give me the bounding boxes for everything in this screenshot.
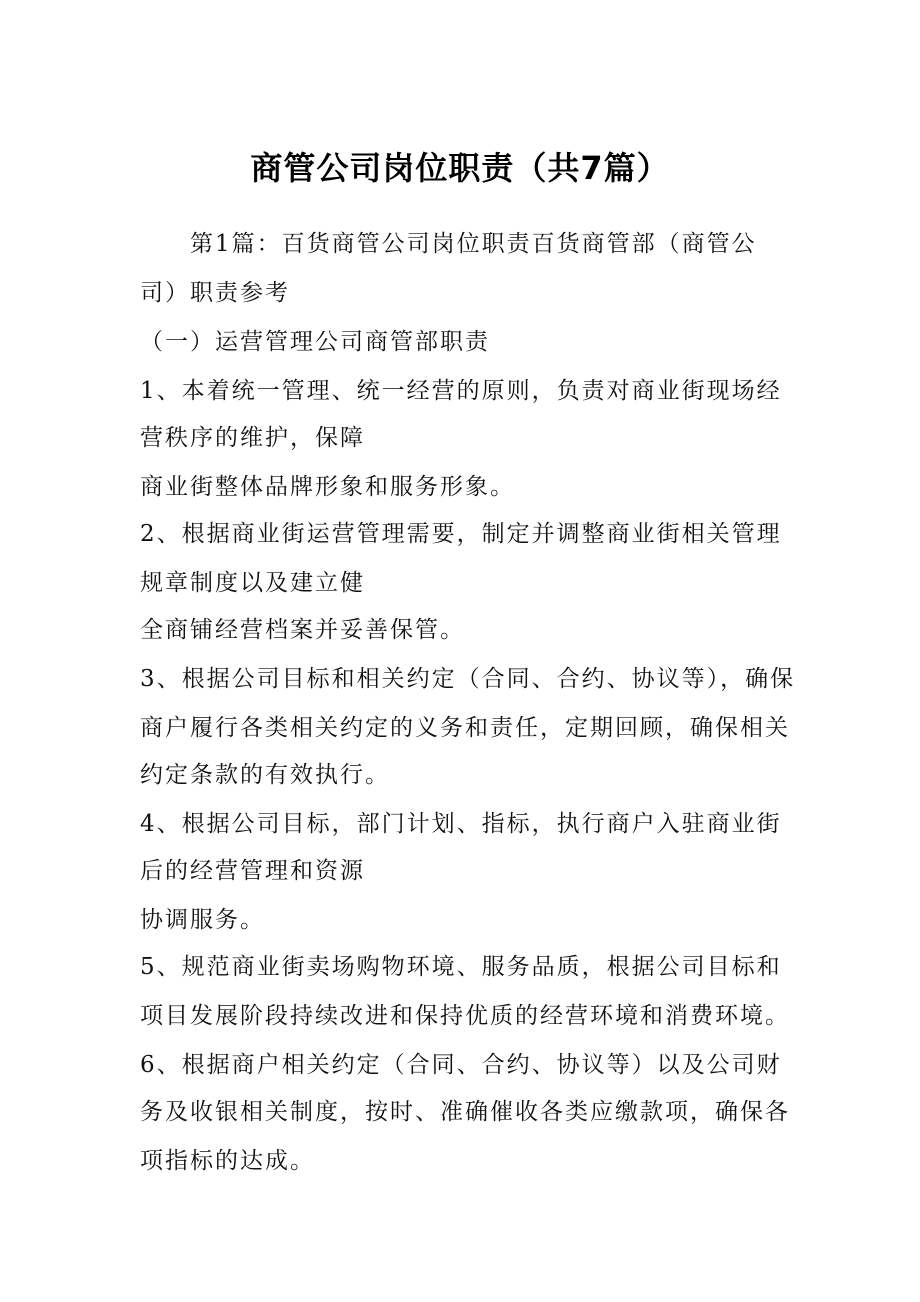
paragraph-line: 后的经营管理和资源 (140, 858, 365, 884)
paragraph-line: 营秩序的维护，保障 (140, 425, 365, 451)
paragraph-line: 2、根据商业街运营管理需要，制定并调整商业街相关管理 (140, 521, 782, 547)
paragraph-line: 1、本着统一管理、统一经营的原则，负责对商业街现场经 (140, 378, 782, 404)
paragraph-line: 第1篇：百货商管公司岗位职责百货商管部（商管公 (140, 231, 757, 257)
paragraph-line: 4、根据公司目标，部门计划、指标，执行商户入驻商业街 (140, 811, 782, 837)
paragraph-line: 规章制度以及建立健 (140, 570, 365, 596)
paragraph-line: 项指标的达成。 (140, 1148, 315, 1174)
paragraph-line: 项目发展阶段持续改进和保持优质的经营环境和消费环境。 (140, 1003, 790, 1029)
paragraph-line: 3、根据公司目标和相关约定（合同、合约、协议等），确保 (140, 666, 796, 692)
paragraph-line: 6、根据商户相关约定（合同、合约、协议等）以及公司财 (140, 1052, 782, 1078)
paragraph-line: 商户履行各类相关约定的义务和责任，定期回顾，确保相关 (140, 715, 790, 741)
paragraph-line: 务及收银相关制度，按时、准确催收各类应缴款项，确保各 (140, 1099, 790, 1125)
paragraph-line: （一）运营管理公司商管部职责 (140, 329, 490, 355)
paragraph-line: 约定条款的有效执行。 (140, 762, 390, 788)
paragraph-line: 司）职责参考 (140, 280, 290, 306)
paragraph-line: 协调服务。 (140, 907, 265, 933)
document-title: 商管公司岗位职责（共7篇） (250, 149, 670, 187)
paragraph-line: 5、规范商业街卖场购物环境、服务品质，根据公司目标和 (140, 954, 782, 980)
paragraph-line: 全商铺经营档案并妥善保管。 (140, 617, 465, 643)
paragraph-line: 商业街整体品牌形象和服务形象。 (140, 474, 515, 500)
